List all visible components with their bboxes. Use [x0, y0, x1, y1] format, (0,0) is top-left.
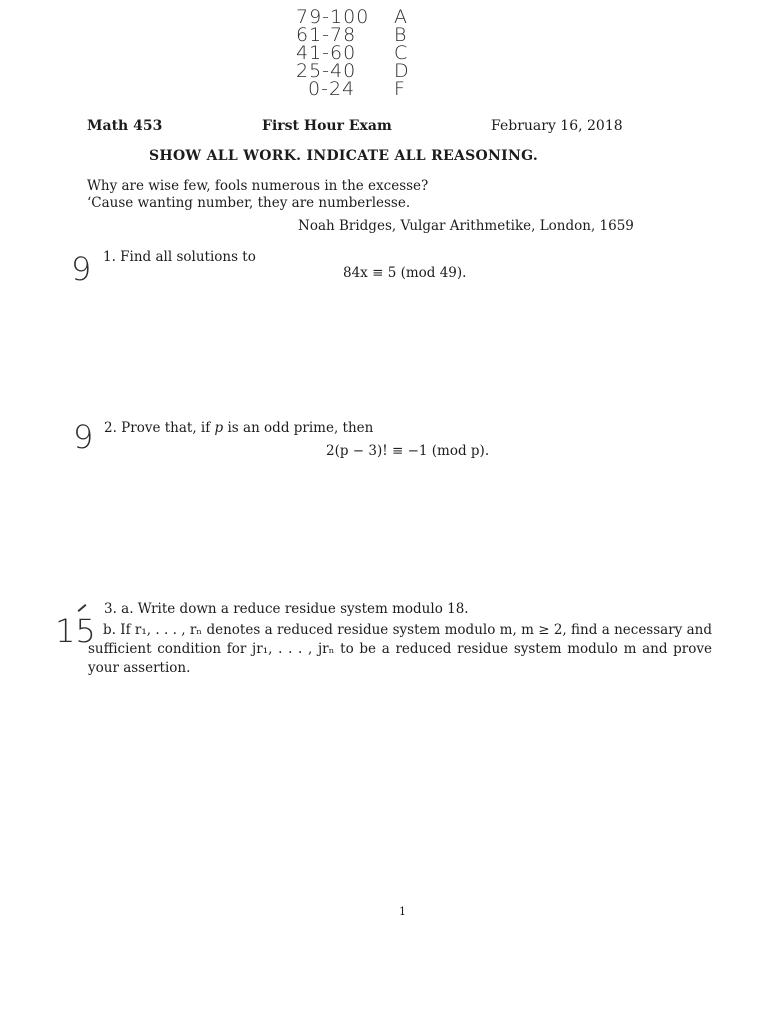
- question-2-text-start: 2. Prove that, if: [104, 420, 215, 436]
- question-2-text: [104, 420, 373, 436]
- epigraph-line-1: Why are wise few, fools numerous in the excesse?: [87, 178, 429, 194]
- question-1-equation: [343, 265, 466, 281]
- exam-date: February 16, 2018: [491, 118, 623, 134]
- epigraph-attribution: Noah Bridges, Vulgar Arithmetike, London, 1659: [298, 218, 634, 234]
- question-1-text: 1. Find all solutions to: [103, 249, 256, 265]
- question-1-score: 9: [71, 250, 92, 288]
- scale-range: 25-40: [296, 60, 357, 82]
- equation-lhs: 2(p − 3)!: [326, 443, 388, 459]
- equation-lhs: 84x: [343, 265, 368, 281]
- epigraph-line-2: ‘Cause wanting number, they are numberlesse.: [87, 195, 411, 211]
- question-2-equation: [326, 443, 489, 459]
- scale-range: 41-60: [296, 42, 357, 64]
- exam-title: First Hour Exam: [262, 118, 392, 134]
- question-3-part-b-text: b. If r₁, . . . , rₙ denotes a reduced residue system modulo m, m ≥ 2, find a necessary and sufficient condition for jr₁, . . . , jrₙ to be a reduced residue system modulo m and prove your assertion.: [88, 622, 712, 676]
- question-3-score: 15: [55, 612, 96, 650]
- question-2-variable: p: [214, 420, 224, 436]
- equation-rhs: 5 (mod 49).: [387, 265, 467, 281]
- equation-relation: ≡: [391, 443, 404, 459]
- scale-grade: C: [394, 42, 409, 64]
- page-number: 1: [399, 905, 406, 918]
- scale-range: 61-78: [296, 24, 357, 46]
- instructions: SHOW ALL WORK. INDICATE ALL REASONING.: [149, 148, 539, 164]
- equation-rhs: −1 (mod p).: [407, 443, 490, 459]
- scale-grade: A: [394, 6, 408, 28]
- question-2-text-end: is an odd prime, then: [223, 420, 374, 436]
- scale-row: [308, 80, 406, 98]
- equation-relation: ≡: [372, 265, 384, 281]
- course-name: Math 453: [87, 118, 163, 134]
- scale-grade: B: [394, 24, 408, 46]
- scale-grade: D: [394, 60, 410, 82]
- question-2-score: 9: [73, 418, 94, 456]
- scale-grade: F: [394, 78, 406, 100]
- question-3-part-a: 3. a. Write down a reduce residue system modulo 18.: [104, 601, 469, 617]
- scale-range: 79-100: [296, 6, 370, 28]
- question-3-part-b: [88, 621, 712, 678]
- score-tick-mark: [78, 604, 87, 612]
- scale-range: 0-24: [308, 78, 356, 100]
